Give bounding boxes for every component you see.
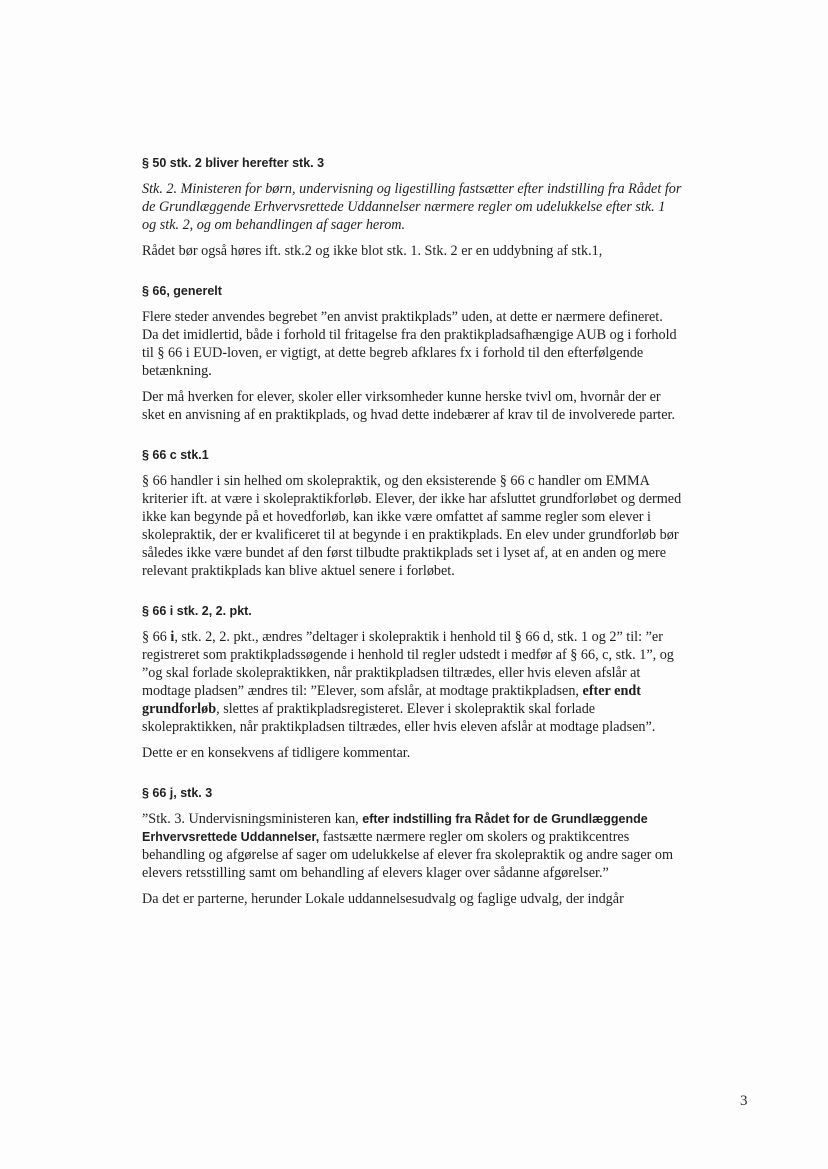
document-body [142,154,682,916]
section-heading-66-general: § 66, generelt [142,284,222,298]
section-heading-50: § 50 stk. 2 bliver herefter stk. 3 [142,156,325,170]
paragraph-66j [142,810,682,882]
text-run: ”Stk. 3. Undervisningsministeren kan, [142,811,363,827]
spacer [142,770,682,784]
spacer [142,268,682,282]
text-run: , slettes af praktikpladsregisteret. Elever i skolepraktik skal forlade skolepraktikken, når praktikpladsen tiltrædes, eller hvis eleven afslår at modtage pladsen”. [142,701,656,735]
section-heading-66i: § 66 i stk. 2, 2. pkt. [142,604,252,618]
spacer [142,588,682,602]
paragraph-50-comment: Rådet bør også høres ift. stk.2 og ikke blot stk. 1. Stk. 2 er en uddybning af stk.1, [142,243,603,259]
text-run: , stk. 2, 2. pkt., ændres ”deltager i skolepraktik i henhold til § 66 d, stk. 1 og 2” til: ”er registreret som praktikpladssøgende i henhold til regler udstedt i medfør af § 66, c, stk. 1”, og ”og skal forlade skolepraktikken, når praktikpladsen tiltrædes, eller hvis eleven afslår at modtage pladsen” ændres til: ”Elever, som afslår, at modtage praktikpladsen, [142,629,674,699]
paragraph-66-general-1: Flere steder anvendes begrebet ”en anvist praktikplads” uden, at dette er nærmere defineret. Da det imidlertid, både i forhold til fritagelse fra den praktikpladsafhængige AUB og i forhold til § 66 i EUD-loven, er vigtigt, at dette begreb afklares fx i forhold til den efterfølgende betænkning. [142,309,677,379]
paragraph-66j-2: Da det er parterne, herunder Lokale uddannelsesudvalg og faglige udvalg, der indgår [142,891,624,907]
page-number: 3 [740,1093,748,1109]
text-run: fastsætte nærmere regler om skolers og praktikcentres behandling og afgørelse af sager om udelukkelse af elever fra skolepraktik og andre sager om elevers retsstilling samt om behandling af elevers klager over sådanne afgørelser.” [142,829,674,881]
paragraph-66i-note: Dette er en konsekvens af tidligere kommentar. [142,745,411,761]
spacer [142,432,682,446]
paragraph-66i [142,628,682,736]
quoted-provision-50: Stk. 2. Ministeren for børn, undervisning og ligestilling fastsætter efter indstilling fra Rådet for de Grundlæggende Erhvervsrettede Uddannelser nærmere regler om udelukkelse efter stk. 1 og stk. 2, og om behandlingen af sager herom. [142,181,682,233]
section-heading-66j: § 66 j, stk. 3 [142,786,213,800]
paragraph-66-general-2: Der må hverken for elever, skoler eller virksomheder kunne herske tvivl om, hvornår der er sket en anvisning af en praktikplads, og hvad dette indebærer af krav til de involverede parter. [142,389,676,423]
text-run: § 66 [142,629,171,645]
paragraph-66c: § 66 handler i sin helhed om skolepraktik, og den eksisterende § 66 c handler om EMMA kriterier ift. at være i skolepraktikforløb. Elever, der ikke har afsluttet grundforløbet og dermed ikke kan begynde på et hovedforløb, kan ikke være omfattet af samme regler som elever i skolepraktik, der er kvalificeret til at begynde i en praktikplads. En elev under grundforløb bør således ikke være bundet af den først tilbudte praktikplads set i lyset af, at en anden og mere relevant praktikplads kan blive aktuel senere i forløbet. [142,473,682,579]
emphasis-text: i [170,629,175,645]
emphasis-text: efter indstilling fra Rådet for de Grundlæggende Erhvervsrettede Uddannelser, [142,812,648,844]
section-heading-66c: § 66 c stk.1 [142,448,209,462]
emphasis-text: efter endt grundforløb [142,683,641,717]
